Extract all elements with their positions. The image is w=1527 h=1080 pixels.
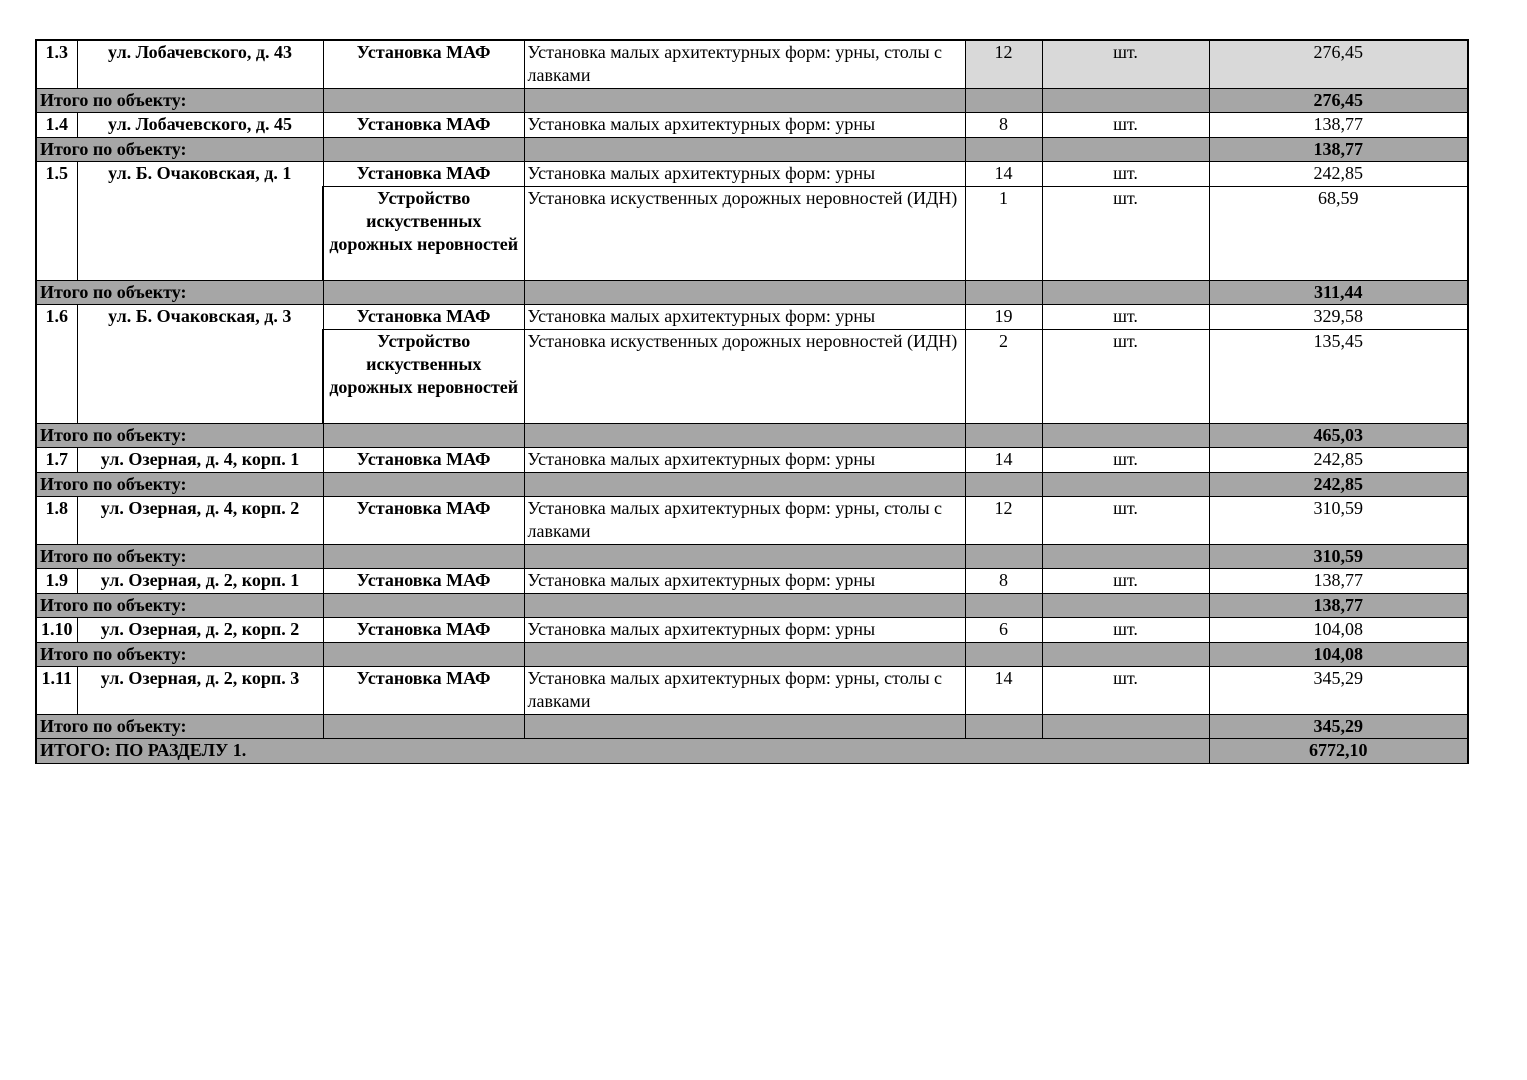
empty-cell — [1042, 424, 1209, 448]
unit: шт. — [1042, 162, 1209, 187]
subtotal-row — [36, 138, 1468, 162]
subtotal-row — [36, 594, 1468, 618]
empty-cell — [965, 643, 1042, 667]
empty-cell — [323, 89, 524, 113]
subtotal-row — [36, 89, 1468, 113]
empty-cell — [323, 715, 524, 739]
subtotal-label: Итого по объекту: — [36, 138, 323, 162]
amount: 138,77 — [1209, 113, 1468, 138]
table-row — [36, 162, 1468, 187]
work-type: Установка МАФ — [323, 113, 524, 138]
work-type: Установка МАФ — [323, 569, 524, 594]
empty-cell — [524, 594, 965, 618]
subtotal-row — [36, 715, 1468, 739]
object-number: 1.3 — [36, 40, 77, 89]
empty-cell — [524, 643, 965, 667]
subtotal-label: Итого по объекту: — [36, 594, 323, 618]
subtotal-amount: 138,77 — [1209, 594, 1468, 618]
empty-cell — [1042, 594, 1209, 618]
subtotal-row — [36, 545, 1468, 569]
empty-cell — [965, 89, 1042, 113]
empty-cell — [965, 594, 1042, 618]
table-row — [36, 305, 1468, 330]
amount: 276,45 — [1209, 40, 1468, 89]
work-type: Устройство искуственных дорожных неровностей — [323, 330, 524, 424]
amount: 68,59 — [1209, 187, 1468, 281]
work-type: Устройство искуственных дорожных неровностей — [323, 187, 524, 281]
table-row — [36, 113, 1468, 138]
subtotal-label: Итого по объекту: — [36, 545, 323, 569]
subtotal-amount: 276,45 — [1209, 89, 1468, 113]
amount: 310,59 — [1209, 497, 1468, 545]
empty-cell — [524, 545, 965, 569]
unit: шт. — [1042, 113, 1209, 138]
work-description: Установка искуственных дорожных неровностей (ИДН) — [524, 187, 965, 281]
unit: шт. — [1042, 187, 1209, 281]
object-number: 1.7 — [36, 448, 77, 473]
quantity: 14 — [965, 448, 1042, 473]
subtotal-label: Итого по объекту: — [36, 281, 323, 305]
work-description: Установка малых архитектурных форм: урны — [524, 448, 965, 473]
work-description: Установка малых архитектурных форм: урны — [524, 618, 965, 643]
subtotal-label: Итого по объекту: — [36, 643, 323, 667]
quantity: 14 — [965, 667, 1042, 715]
object-number: 1.8 — [36, 497, 77, 545]
work-type: Установка МАФ — [323, 448, 524, 473]
empty-cell — [323, 473, 524, 497]
grand-total-row — [36, 739, 1468, 764]
object-address: ул. Озерная, д. 2, корп. 3 — [77, 667, 323, 715]
object-address: ул. Озерная, д. 4, корп. 2 — [77, 497, 323, 545]
object-address: ул. Б. Очаковская, д. 1 — [77, 162, 323, 281]
quantity: 6 — [965, 618, 1042, 643]
subtotal-label: Итого по объекту: — [36, 89, 323, 113]
subtotal-amount: 345,29 — [1209, 715, 1468, 739]
quantity: 8 — [965, 569, 1042, 594]
subtotal-row — [36, 281, 1468, 305]
object-address: ул. Б. Очаковская, д. 3 — [77, 305, 323, 424]
object-number: 1.10 — [36, 618, 77, 643]
work-description: Установка малых архитектурных форм: урны, столы с лавками — [524, 40, 965, 89]
work-type: Установка МАФ — [323, 305, 524, 330]
table-row — [36, 618, 1468, 643]
grand-total-amount: 6772,10 — [1209, 739, 1468, 764]
empty-cell — [524, 715, 965, 739]
empty-cell — [524, 89, 965, 113]
subtotal-row — [36, 424, 1468, 448]
empty-cell — [524, 281, 965, 305]
work-type: Установка МАФ — [323, 40, 524, 89]
empty-cell — [1042, 545, 1209, 569]
table-row — [36, 667, 1468, 715]
unit: шт. — [1042, 330, 1209, 424]
subtotal-label: Итого по объекту: — [36, 424, 323, 448]
unit: шт. — [1042, 569, 1209, 594]
subtotal-amount: 138,77 — [1209, 138, 1468, 162]
object-address: ул. Озерная, д. 4, корп. 1 — [77, 448, 323, 473]
object-number: 1.6 — [36, 305, 77, 424]
empty-cell — [965, 715, 1042, 739]
object-address: ул. Озерная, д. 2, корп. 2 — [77, 618, 323, 643]
empty-cell — [965, 545, 1042, 569]
amount: 138,77 — [1209, 569, 1468, 594]
work-description: Установка малых архитектурных форм: урны — [524, 305, 965, 330]
empty-cell — [1042, 281, 1209, 305]
empty-cell — [524, 138, 965, 162]
unit: шт. — [1042, 618, 1209, 643]
subtotal-amount: 104,08 — [1209, 643, 1468, 667]
subtotal-row — [36, 643, 1468, 667]
amount: 242,85 — [1209, 162, 1468, 187]
subtotal-amount: 311,44 — [1209, 281, 1468, 305]
table-row — [36, 497, 1468, 545]
empty-cell — [965, 473, 1042, 497]
table-row — [36, 40, 1468, 89]
amount: 104,08 — [1209, 618, 1468, 643]
subtotal-amount: 465,03 — [1209, 424, 1468, 448]
empty-cell — [1042, 715, 1209, 739]
object-number: 1.4 — [36, 113, 77, 138]
subtotal-amount: 242,85 — [1209, 473, 1468, 497]
empty-cell — [323, 281, 524, 305]
empty-cell — [524, 424, 965, 448]
quantity: 1 — [965, 187, 1042, 281]
quantity: 12 — [965, 497, 1042, 545]
unit: шт. — [1042, 40, 1209, 89]
work-type: Установка МАФ — [323, 497, 524, 545]
table-row — [36, 569, 1468, 594]
estimate-table — [35, 39, 1469, 764]
object-number: 1.11 — [36, 667, 77, 715]
amount: 242,85 — [1209, 448, 1468, 473]
empty-cell — [323, 643, 524, 667]
subtotal-row — [36, 473, 1468, 497]
unit: шт. — [1042, 667, 1209, 715]
quantity: 12 — [965, 40, 1042, 89]
object-number: 1.9 — [36, 569, 77, 594]
subtotal-amount: 310,59 — [1209, 545, 1468, 569]
amount: 329,58 — [1209, 305, 1468, 330]
work-type: Установка МАФ — [323, 667, 524, 715]
object-number: 1.5 — [36, 162, 77, 281]
work-description: Установка малых архитектурных форм: урны, столы с лавками — [524, 497, 965, 545]
amount: 135,45 — [1209, 330, 1468, 424]
unit: шт. — [1042, 305, 1209, 330]
quantity: 14 — [965, 162, 1042, 187]
empty-cell — [1042, 473, 1209, 497]
empty-cell — [524, 473, 965, 497]
object-address: ул. Лобачевского, д. 45 — [77, 113, 323, 138]
empty-cell — [323, 424, 524, 448]
work-description: Установка искуственных дорожных неровностей (ИДН) — [524, 330, 965, 424]
work-description: Установка малых архитектурных форм: урны — [524, 569, 965, 594]
subtotal-label: Итого по объекту: — [36, 473, 323, 497]
table-row — [36, 448, 1468, 473]
quantity: 2 — [965, 330, 1042, 424]
empty-cell — [965, 138, 1042, 162]
object-address: ул. Озерная, д. 2, корп. 1 — [77, 569, 323, 594]
work-description: Установка малых архитектурных форм: урны, столы с лавками — [524, 667, 965, 715]
unit: шт. — [1042, 497, 1209, 545]
empty-cell — [1042, 138, 1209, 162]
quantity: 19 — [965, 305, 1042, 330]
work-description: Установка малых архитектурных форм: урны — [524, 113, 965, 138]
object-address: ул. Лобачевского, д. 43 — [77, 40, 323, 89]
empty-cell — [323, 594, 524, 618]
subtotal-label: Итого по объекту: — [36, 715, 323, 739]
empty-cell — [965, 281, 1042, 305]
grand-total-label: ИТОГО: ПО РАЗДЕЛУ 1. — [36, 739, 1209, 764]
empty-cell — [1042, 89, 1209, 113]
work-type: Установка МАФ — [323, 162, 524, 187]
work-description: Установка малых архитектурных форм: урны — [524, 162, 965, 187]
work-type: Установка МАФ — [323, 618, 524, 643]
amount: 345,29 — [1209, 667, 1468, 715]
empty-cell — [323, 545, 524, 569]
empty-cell — [323, 138, 524, 162]
empty-cell — [1042, 643, 1209, 667]
quantity: 8 — [965, 113, 1042, 138]
empty-cell — [965, 424, 1042, 448]
unit: шт. — [1042, 448, 1209, 473]
